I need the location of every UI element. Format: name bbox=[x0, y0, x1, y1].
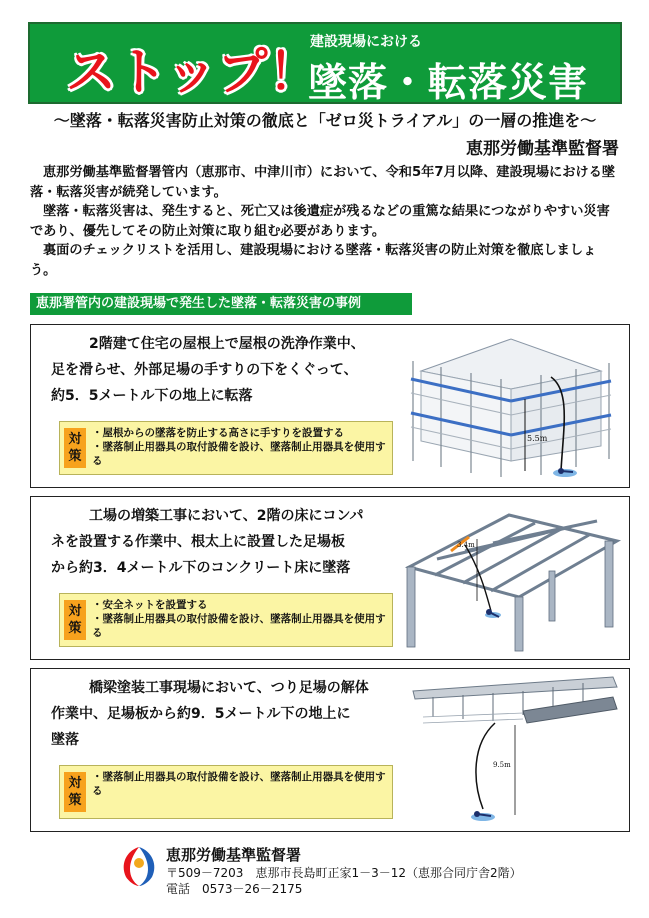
countermeasure-box bbox=[59, 421, 393, 475]
footer-phone: 電話 0573－26－2175 bbox=[166, 882, 303, 896]
footer-office-name: 恵那労働基準監督署 bbox=[166, 846, 302, 864]
countermeasure-box bbox=[59, 765, 393, 819]
case-line: 2階建て住宅の屋根上で屋根の洗浄作業中、 bbox=[89, 336, 365, 352]
case-line: 約5．5メートル下の地上に転落 bbox=[51, 388, 253, 404]
case-line: 作業中、足場板から約9．5メートル下の地上に bbox=[51, 706, 351, 722]
fall-height: 5.5m bbox=[527, 434, 548, 443]
case-description bbox=[51, 675, 391, 753]
intro-paragraph: 恵那労働基準監督署管内（恵那市、中津川市）において、令和5年7月以降、建設現場における墜落・転落災害が続発しています。 bbox=[30, 165, 615, 200]
bridge-scaffold-illustration bbox=[403, 673, 625, 827]
banner-title: 墜落・転落災害 bbox=[308, 61, 589, 106]
countermeasure-item: ・安全ネットを設置する bbox=[92, 599, 208, 611]
countermeasure-list bbox=[92, 426, 386, 468]
countermeasure-list bbox=[92, 598, 386, 640]
intro-paragraph: 墜落・転落災害は、発生すると、死亡又は後遺症が残るなどの重篤な結果につながりやすい災害であり、優先してその防止対策に取り組む必要があります。 bbox=[30, 204, 610, 239]
fall-height: 3.4m bbox=[457, 541, 475, 549]
section-header: 恵那署管内の建設現場で発生した墜落・転落災害の事例 bbox=[30, 293, 412, 315]
intro-paragraph: 裏面のチェックリストを活用し、建設現場における墜落・転落災害の防止対策を徹底しましょう。 bbox=[30, 243, 597, 278]
case-line: から約3．4メートル下のコンクリート床に墜落 bbox=[51, 560, 351, 576]
countermeasure-label: 対策 bbox=[64, 600, 86, 640]
mhlw-logo-icon bbox=[118, 843, 160, 889]
stop-headline: ストップ！ bbox=[66, 43, 320, 101]
case-line: 墜落 bbox=[51, 732, 79, 748]
issuing-office: 恵那労働基準監督署 bbox=[466, 139, 619, 159]
case-description bbox=[51, 503, 391, 581]
fallen-worker-icon bbox=[485, 609, 501, 618]
subtitle: ～墜落・転落災害防止対策の徹底と「ゼロ災トライアル」の一層の推進を～ bbox=[53, 111, 597, 130]
case-line: 橋梁塗装工事現場において、つり足場の解体 bbox=[89, 680, 369, 696]
case-card-3 bbox=[30, 668, 630, 832]
case-card-2 bbox=[30, 496, 630, 660]
fallen-worker-icon bbox=[553, 468, 577, 477]
case-line: 足を滑らせ、外部足場の手すりの下をくぐって、 bbox=[51, 362, 358, 378]
fall-height: 9.5m bbox=[493, 761, 511, 769]
countermeasure-item: ・屋根からの墜落を防止する高さに手すりを設置する bbox=[92, 427, 344, 439]
countermeasure-item: ・墜落制止用器具の取付設備を設け、墜落制止用器具を使用する bbox=[92, 771, 386, 797]
banner-subheading: 建設現場における bbox=[310, 34, 422, 50]
steel-frame-illustration bbox=[399, 501, 625, 655]
case-card-1 bbox=[30, 324, 630, 488]
countermeasure-label: 対策 bbox=[64, 428, 86, 468]
case-description bbox=[51, 331, 391, 409]
fallen-worker-icon bbox=[471, 811, 495, 821]
countermeasure-item: ・墜落制止用器具の取付設備を設け、墜落制止用器具を使用する bbox=[92, 441, 386, 467]
intro-text bbox=[30, 163, 622, 280]
house-scaffold-illustration bbox=[401, 331, 623, 481]
footer-address: 〒509－7203 恵那市長島町正家1－3－12（恵那合同庁舎2階） bbox=[166, 866, 522, 880]
title-banner bbox=[28, 22, 622, 104]
countermeasure-item: ・墜落制止用器具の取付設備を設け、墜落制止用器具を使用する bbox=[92, 613, 386, 639]
countermeasure-list bbox=[92, 770, 386, 798]
countermeasure-box bbox=[59, 593, 393, 647]
case-line: 工場の増築工事において、2階の床にコンパ bbox=[89, 508, 364, 524]
countermeasure-label: 対策 bbox=[64, 772, 86, 812]
case-line: ネを設置する作業中、根太上に設置した足場板 bbox=[51, 534, 345, 550]
